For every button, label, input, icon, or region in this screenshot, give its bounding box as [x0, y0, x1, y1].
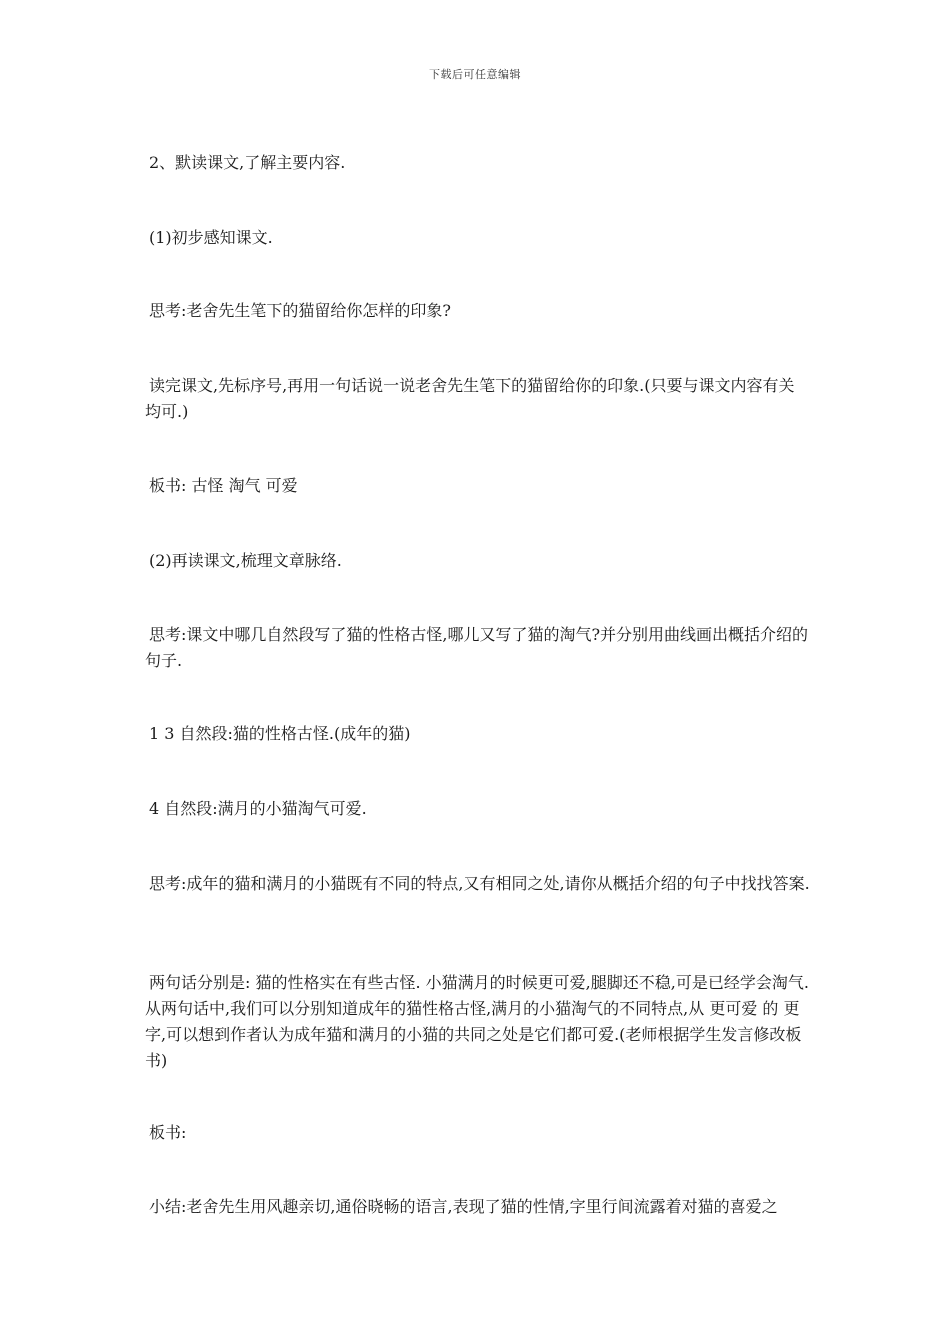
answer-paragraph: 两句话分别是: 猫的性格实在有些古怪. 小猫满月的时候更可爱,腿脚还不稳,可是已经学会淘气. 从两句话中,我们可以分别知道成年的猫性格古怪,满月的小猫淘气的不同特点,从 更可爱 的 更 字,可以想到作者认为成年猫和满月的小猫的共同之处是它们都可爱.(老师根据学生发言修改板书): [145, 973, 809, 1070]
board-notes-paragraph: 板书: 古怪 淘气 可爱: [149, 476, 298, 495]
page-header: 下载后可任意编辑: [429, 68, 521, 81]
section-heading-2: 2、默读课文,了解主要内容.: [149, 153, 346, 172]
question-paragraph: 思考:成年的猫和满月的小猫既有不同的特点,又有相同之处,请你从概括介绍的句子中找找答案.: [149, 874, 810, 893]
question-paragraph: 思考:老舍先生笔下的猫留给你怎样的印象?: [149, 301, 451, 320]
instruction-paragraph: 读完课文,先标序号,再用一句话说一说老舍先生笔下的猫留给你的印象.(只要与课文内容有关均可.): [145, 376, 795, 421]
summary-line: 1 3 自然段:猫的性格古怪.(成年的猫): [149, 724, 411, 743]
subsection-heading-2: (2)再读课文,梳理文章脉络.: [149, 551, 342, 570]
question-paragraph: 思考:课文中哪几自然段写了猫的性格古怪,哪儿又写了猫的淘气?并分别用曲线画出概括介绍的句子.: [145, 625, 809, 670]
summary-line: 4 自然段:满月的小猫淘气可爱.: [149, 799, 367, 818]
board-notes-paragraph: 板书:: [149, 1123, 187, 1142]
subsection-heading-1: (1)初步感知课文.: [149, 228, 273, 247]
conclusion-paragraph: 小结:老舍先生用风趣亲切,通俗晓畅的语言,表现了猫的性情,字里行间流露着对猫的喜爱之: [149, 1197, 778, 1216]
